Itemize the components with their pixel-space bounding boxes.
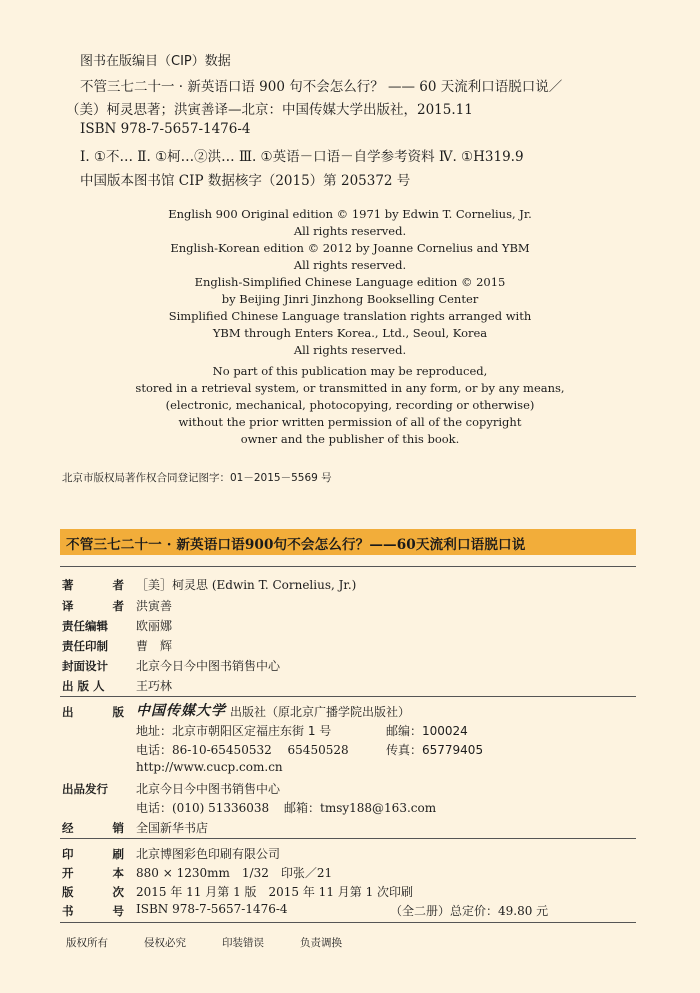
translator-value: 洪寅善 [136, 599, 173, 613]
isbn-value: ISBN 978-7-5657-1476-4 [136, 902, 288, 916]
distribution-phone: 电话：(010) 51336038 [136, 801, 270, 815]
sales-value: 全国新华书店 [136, 821, 209, 835]
price: （全二册）总定价：49.80 元 [390, 904, 549, 918]
cover-design-label: 封面设计 [62, 659, 108, 673]
cip-isbn: ISBN 978-7-5657-1476-4 [80, 121, 251, 137]
edition-value: 2015 年 11 月第 1 版 2015 年 11 月第 1 次印刷 [136, 885, 414, 899]
footer-exchange: 负责调换 [300, 937, 342, 949]
notice-line: without the prior written permission of all of the copyright [178, 415, 522, 429]
print-supervisor-label: 责任印制 [62, 639, 108, 653]
copyright-line: by Beijing Jinri Jinzhong Bookselling Center [221, 292, 479, 306]
copyright-line: All rights reserved. [293, 224, 407, 238]
author-value: ［美］柯灵思 (Edwin T. Cornelius, Jr.) [136, 578, 357, 592]
distribution-email[interactable]: 邮箱：tmsy188@163.com [284, 801, 437, 815]
cover-design-value: 北京今日今中图书销售中心 [136, 659, 281, 673]
distribution-label: 出品发行 [62, 782, 108, 796]
notice-line: stored in a retrieval system, or transmitted in any form, or by any means, [135, 381, 565, 395]
translator-label: 译 者 [62, 599, 124, 613]
divider [60, 566, 636, 567]
copyright-notice [0, 363, 700, 448]
isbn-label: 书 号 [62, 904, 124, 918]
copyright-lines [0, 206, 700, 359]
divider [60, 696, 636, 697]
publisher-phone: 电话：86-10-65450532 65450528 [136, 743, 349, 757]
footer-defects: 印装错误 [222, 937, 264, 949]
notice-line: owner and the publisher of this book. [240, 432, 460, 446]
book-title: 不管三七二十一 · 新英语口语900句不会怎么行？——60天流利口语脱口说 [66, 537, 526, 553]
publish-label: 出 版 [62, 705, 124, 719]
edition-label: 版 次 [62, 885, 124, 899]
editor-label: 责任编辑 [62, 619, 108, 633]
print-supervisor-value: 曹 辉 [136, 639, 173, 653]
footer-piracy: 侵权必究 [144, 937, 186, 949]
publisher-logo: 中国传媒大学 [136, 703, 226, 719]
format-value: 880 × 1230mm 1/32 印张／21 [136, 866, 333, 880]
cip-classification: Ⅰ. ①不… Ⅱ. ①柯…②洪… Ⅲ. ①英语－口语－自学参考资料 Ⅳ. ①H319.9 [80, 149, 524, 165]
publisher-url[interactable]: http://www.cucp.com.cn [136, 760, 283, 774]
cip-line-1: 不管三七二十一 · 新英语口语 900 句不会怎么行？ —— 60 天流利口语脱口说／ [80, 79, 563, 95]
footer-rights: 版权所有 [66, 937, 108, 949]
publisher-address: 地址：北京市朝阳区定福庄东街 1 号 [136, 724, 332, 738]
copyright-line: English-Korean edition © 2012 by Joanne Cornelius and YBM [170, 241, 530, 255]
copyright-line: English 900 Original edition © 1971 by Edwin T. Cornelius, Jr. [168, 207, 532, 221]
publisher-name: 出版社（原北京广播学院出版社） [230, 705, 411, 719]
publisher-postcode: 邮编：100024 [386, 724, 468, 738]
copyright-line: All rights reserved. [293, 343, 407, 357]
cip-number: 中国版本图书馆 CIP 数据核字（2015）第 205372 号 [80, 173, 411, 189]
publisher-person-value: 王巧林 [136, 679, 173, 693]
format-label: 开 本 [62, 866, 124, 880]
notice-line: (electronic, mechanical, photocopying, recording or otherwise) [165, 398, 535, 412]
divider [60, 922, 636, 923]
title-banner [60, 529, 636, 555]
copyright-line: Simplified Chinese Language translation rights arranged with [168, 309, 532, 323]
cip-heading: 图书在版编目（CIP）数据 [80, 54, 231, 69]
divider [60, 838, 636, 839]
author-label: 著 者 [62, 578, 124, 592]
editor-value: 欧丽娜 [136, 619, 173, 633]
printer-label: 印 刷 [62, 847, 124, 861]
contract-registration: 北京市版权局著作权合同登记图字：01－2015－5569 号 [62, 472, 332, 484]
publisher-fax: 传真：65779405 [386, 743, 484, 757]
copyright-line: English-Simplified Chinese Language edition © 2015 [194, 275, 506, 289]
copyright-line: All rights reserved. [293, 258, 407, 272]
notice-line: No part of this publication may be reproduced, [212, 364, 488, 378]
publisher-person-label: 出 版 人 [62, 679, 105, 693]
copyright-line: YBM through Enters Korea., Ltd., Seoul, Korea [212, 326, 488, 340]
distribution-value: 北京今日今中图书销售中心 [136, 782, 281, 796]
sales-label: 经 销 [62, 821, 124, 835]
cip-line-2: （美）柯灵思著；洪寅善译—北京：中国传媒大学出版社，2015.11 [66, 102, 473, 118]
printer-value: 北京博图彩色印刷有限公司 [136, 847, 281, 861]
